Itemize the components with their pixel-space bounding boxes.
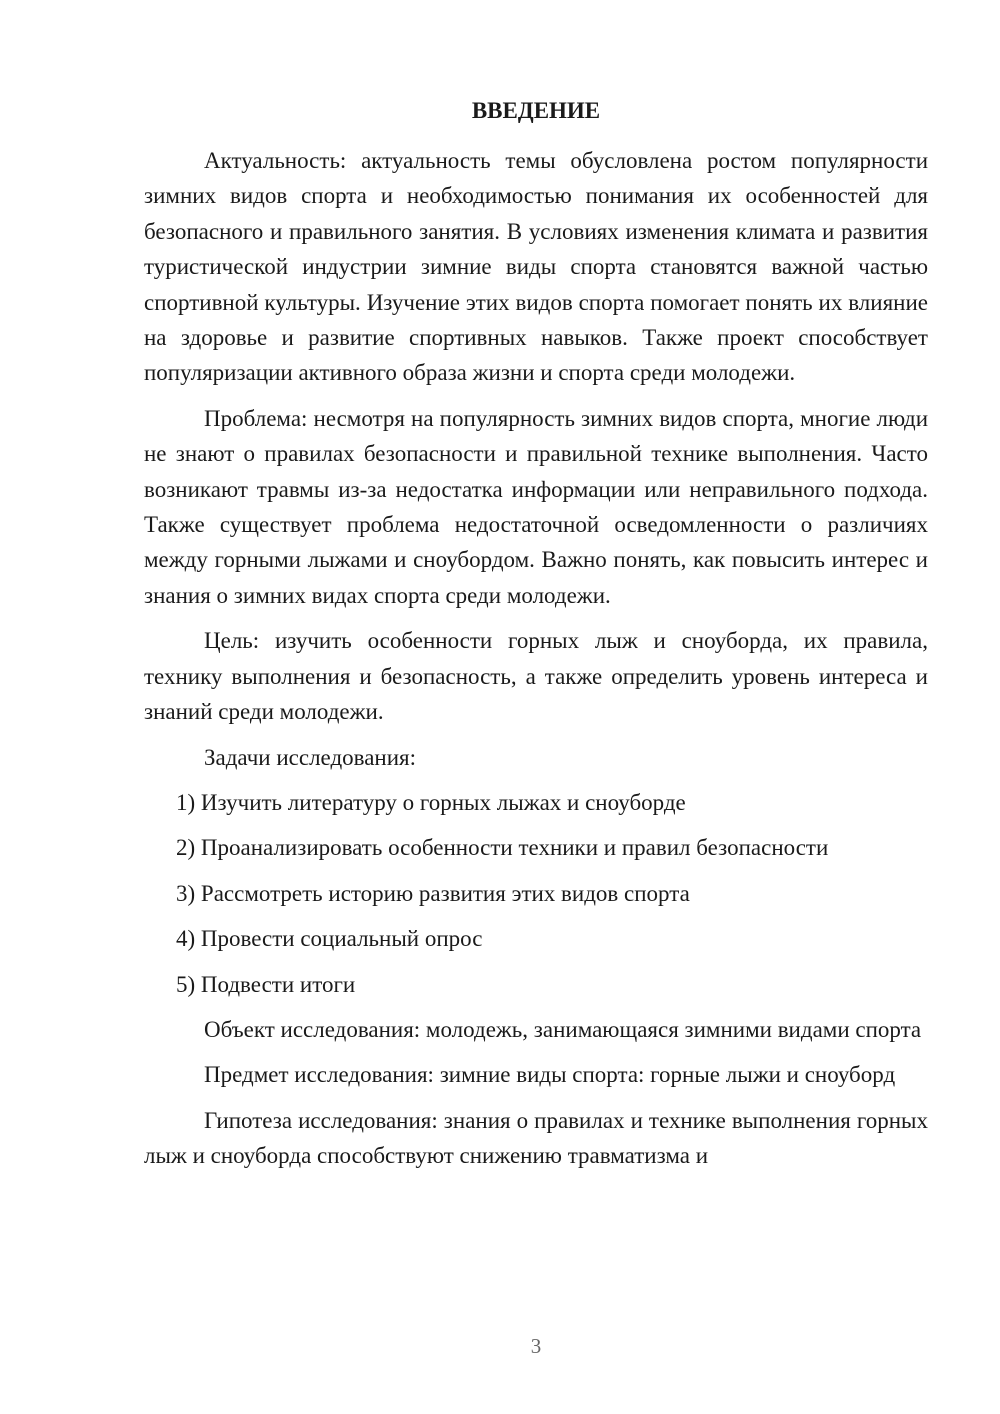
task-item: 1) Изучить литературу о горных лыжах и сноуборде [176, 789, 686, 815]
relevance-paragraph: Актуальность: актуальность темы обусловлена ростом популярности зимних видов спорта и необходимостью понимания их особенностей для безопасного и правильного занятия. В условиях изменения климата и развития туристической индустрии зимние виды спорта становятся важной частью спортивной культуры. Изучение этих видов спорта помогает понять их влияние на здоровье и развитие спортивных навыков. Также проект способствует популяризации активного образа жизни и спорта среди молодежи. [144, 148, 928, 386]
task-item: 5) Подвести итоги [176, 971, 356, 997]
task-item: 3) Рассмотреть историю развития этих видов спорта [176, 880, 690, 906]
problem-paragraph: Проблема: несмотря на популярность зимних видов спорта, многие люди не знают о правилах безопасности и правильной технике выполнения. Часто возникают травмы из-за недостатка информации или неправильного подхода. Также существует проблема недостаточной осведомленности о различиях между горными лыжами и сноубордом. Важно понять, как повысить интерес и знания о зимних видах спорта среди молодежи. [144, 405, 928, 608]
object-paragraph: Объект исследования: молодежь, занимающаяся зимними видами спорта [204, 1016, 922, 1042]
task-item: 4) Провести социальный опрос [176, 926, 483, 952]
subject-paragraph: Предмет исследования: зимние виды спорта: горные лыжи и сноуборд [204, 1062, 896, 1088]
tasks-heading: Задачи исследования: [204, 744, 417, 770]
page-number: 3 [530, 1334, 542, 1358]
hypothesis-paragraph: Гипотеза исследования: знания о правилах и технике выполнения горных лыж и сноуборда способствуют снижению травматизма и [144, 1107, 928, 1169]
goal-paragraph: Цель: изучить особенности горных лыж и сноуборда, их правила, технику выполнения и безопасность, а также определить уровень интереса и знаний среди молодежи. [144, 628, 928, 725]
section-title: ВВЕДЕНИЕ [471, 98, 601, 123]
document-body [144, 143, 928, 1184]
task-item: 2) Проанализировать особенности техники и правил безопасности [176, 835, 829, 861]
